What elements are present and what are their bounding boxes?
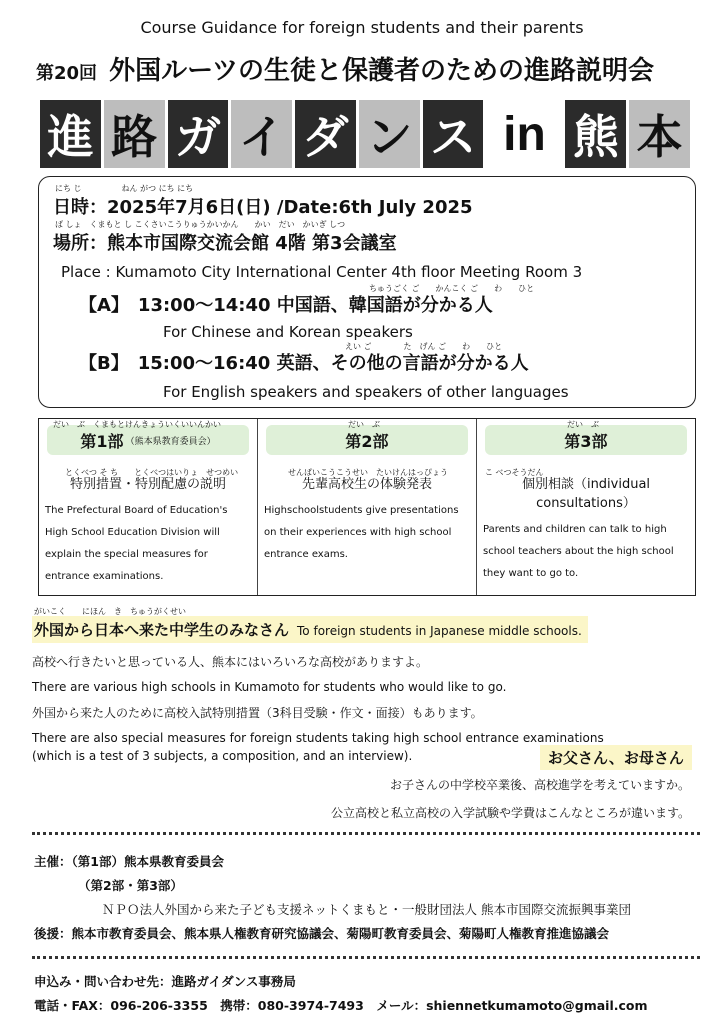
message-heading-en: To foreign students in Japanese middle schools. — [297, 624, 582, 638]
message-line: 高校へ行きたいと思っている人、熊本にはいろいろな高校がありますよ。 — [32, 655, 429, 669]
session-b-english: For English speakers and speakers of other languages — [163, 383, 569, 401]
banner — [40, 100, 690, 168]
parents-line: 公立高校と私立高校の入学試験や学費はこんなところが違います。 — [330, 806, 690, 820]
part-title: 先輩高校生の体験発表 — [301, 477, 432, 492]
program-part-3 — [477, 419, 695, 595]
part-title-ruby: こ べつそうだん — [485, 468, 544, 477]
student-message — [32, 607, 702, 763]
parents-line: お子さんの中学校卒業後、高校進学を考えていますか。 — [389, 778, 690, 792]
part-title: 個別相談（individual consultations） — [521, 477, 651, 511]
part-description: Highschoolstudents give presentations on their experiences with high school entrance exams. — [264, 505, 459, 560]
host-organizations: ＮＰＯ法人外国から来た子ども支援ネットくまもと・一般財団法人 熊本市国際交流振興事業団 — [102, 902, 631, 917]
part-description: The Prefectural Board of Education's High School Education Division will explain the special measures for entrance examinations. — [45, 505, 228, 582]
message-line: There are various high schools in Kumamoto for students who would like to go. — [32, 680, 507, 694]
part-title-ruby: せんぱいこうこうせい たいけんはっぴょう — [288, 468, 448, 477]
date-ruby: にち じ ねん がつ にち にち — [55, 184, 194, 193]
program-part-2 — [258, 419, 477, 595]
divider — [32, 956, 700, 959]
banner-char: ス — [423, 100, 484, 168]
message-heading — [32, 616, 588, 643]
session-a-ruby: ちゅうごく ご かんこく ご わ ひと — [369, 284, 535, 293]
place-english: Place : Kumamoto City International Center 4th floor Meeting Room 3 — [61, 263, 583, 281]
session-a-english: For Chinese and Korean speakers — [163, 323, 413, 341]
message-line: (which is a test of 3 subjects, a composition, and an interview). — [32, 749, 413, 763]
part-ruby: だい ぶ — [348, 420, 380, 429]
session-b: 【B】 15:00～16:40 英語、その他の言語が分かる人 — [79, 353, 529, 374]
subtitle-english: Course Guidance for foreign students and their parents — [140, 18, 584, 37]
banner-char: イ — [231, 100, 292, 168]
banner-char: 路 — [104, 100, 165, 168]
message-line: 外国から来た人のために高校入試特別措置（3科目受験・作文・面接）もあります。 — [32, 706, 483, 720]
banner-char: 本 — [629, 100, 690, 168]
part-label: 第1部 — [80, 431, 124, 451]
banner-char-in: in — [486, 100, 562, 168]
support-organizations: 後援：熊本市教育委員会、熊本県人権教育研究協議会、菊陽町教育委員会、菊陽町人権教育推進協議会 — [34, 926, 610, 941]
program-table — [38, 418, 696, 596]
part-ruby: だい ぶ くまもとけんきょういくいいんかい — [53, 420, 221, 429]
host-parts: （第2部・第3部） — [78, 878, 183, 893]
part-label: 第3部 — [564, 431, 608, 451]
date-line: 日時：2025年7月6日(日) /Date:6th July 2025 — [53, 197, 473, 218]
banner-char: 熊 — [565, 100, 626, 168]
program-part-1 — [39, 419, 258, 595]
part-description: Parents and children can talk to high school teachers about the high school they want to go to. — [483, 524, 674, 579]
message-heading-jp: 外国から日本へ来た中学生のみなさん — [34, 621, 290, 639]
part-title-ruby: とくべつ そ ち とくべつはいりょ せつめい — [65, 468, 239, 477]
event-info-box — [38, 176, 696, 408]
contact-label: 申込み・問い合わせ先：進路ガイダンス事務局 — [34, 974, 296, 989]
session-a: 【A】 13:00～14:40 中国語、韓国語が分かる人 — [79, 295, 493, 316]
part-title: 特別措置・特別配慮の説明 — [69, 477, 226, 492]
session-b-ruby: えい ご た げん ご わ ひと — [345, 342, 503, 351]
part-sublabel: （熊本県教育委員会） — [125, 436, 216, 447]
host-label: 主催：（第1部）熊本県教育委員会 — [34, 854, 224, 869]
part-label: 第2部 — [345, 431, 389, 451]
banner-char: ン — [359, 100, 420, 168]
contact-detail: 電話・FAX：096-206-3355 携帯：080-3974-7493 メール：shiennetkumamoto@gmail.com — [34, 998, 648, 1013]
place-ruby: ば しょ くまもと し こくさいこうりゅうかいかん かい だい かいぎ しつ — [55, 220, 346, 229]
message-line: There are also special measures for foreign students taking high school entrance examinations — [32, 731, 604, 745]
event-title — [36, 50, 696, 87]
place-line: 場所：熊本市国際交流会館 4階 第3会議室 — [53, 233, 397, 254]
banner-char: ガ — [168, 100, 229, 168]
divider — [32, 832, 700, 835]
part-ruby: だい ぶ — [567, 420, 599, 429]
message-heading-ruby: がいこく にほん き ちゅうがくせい — [34, 607, 186, 616]
parents-heading: お父さん、お母さん — [540, 745, 692, 770]
title-text: 外国ルーツの生徒と保護者のための進路説明会 — [109, 56, 655, 86]
edition-label: 第20回 — [36, 63, 98, 84]
banner-char: 進 — [40, 100, 101, 168]
banner-char: ダ — [295, 100, 356, 168]
